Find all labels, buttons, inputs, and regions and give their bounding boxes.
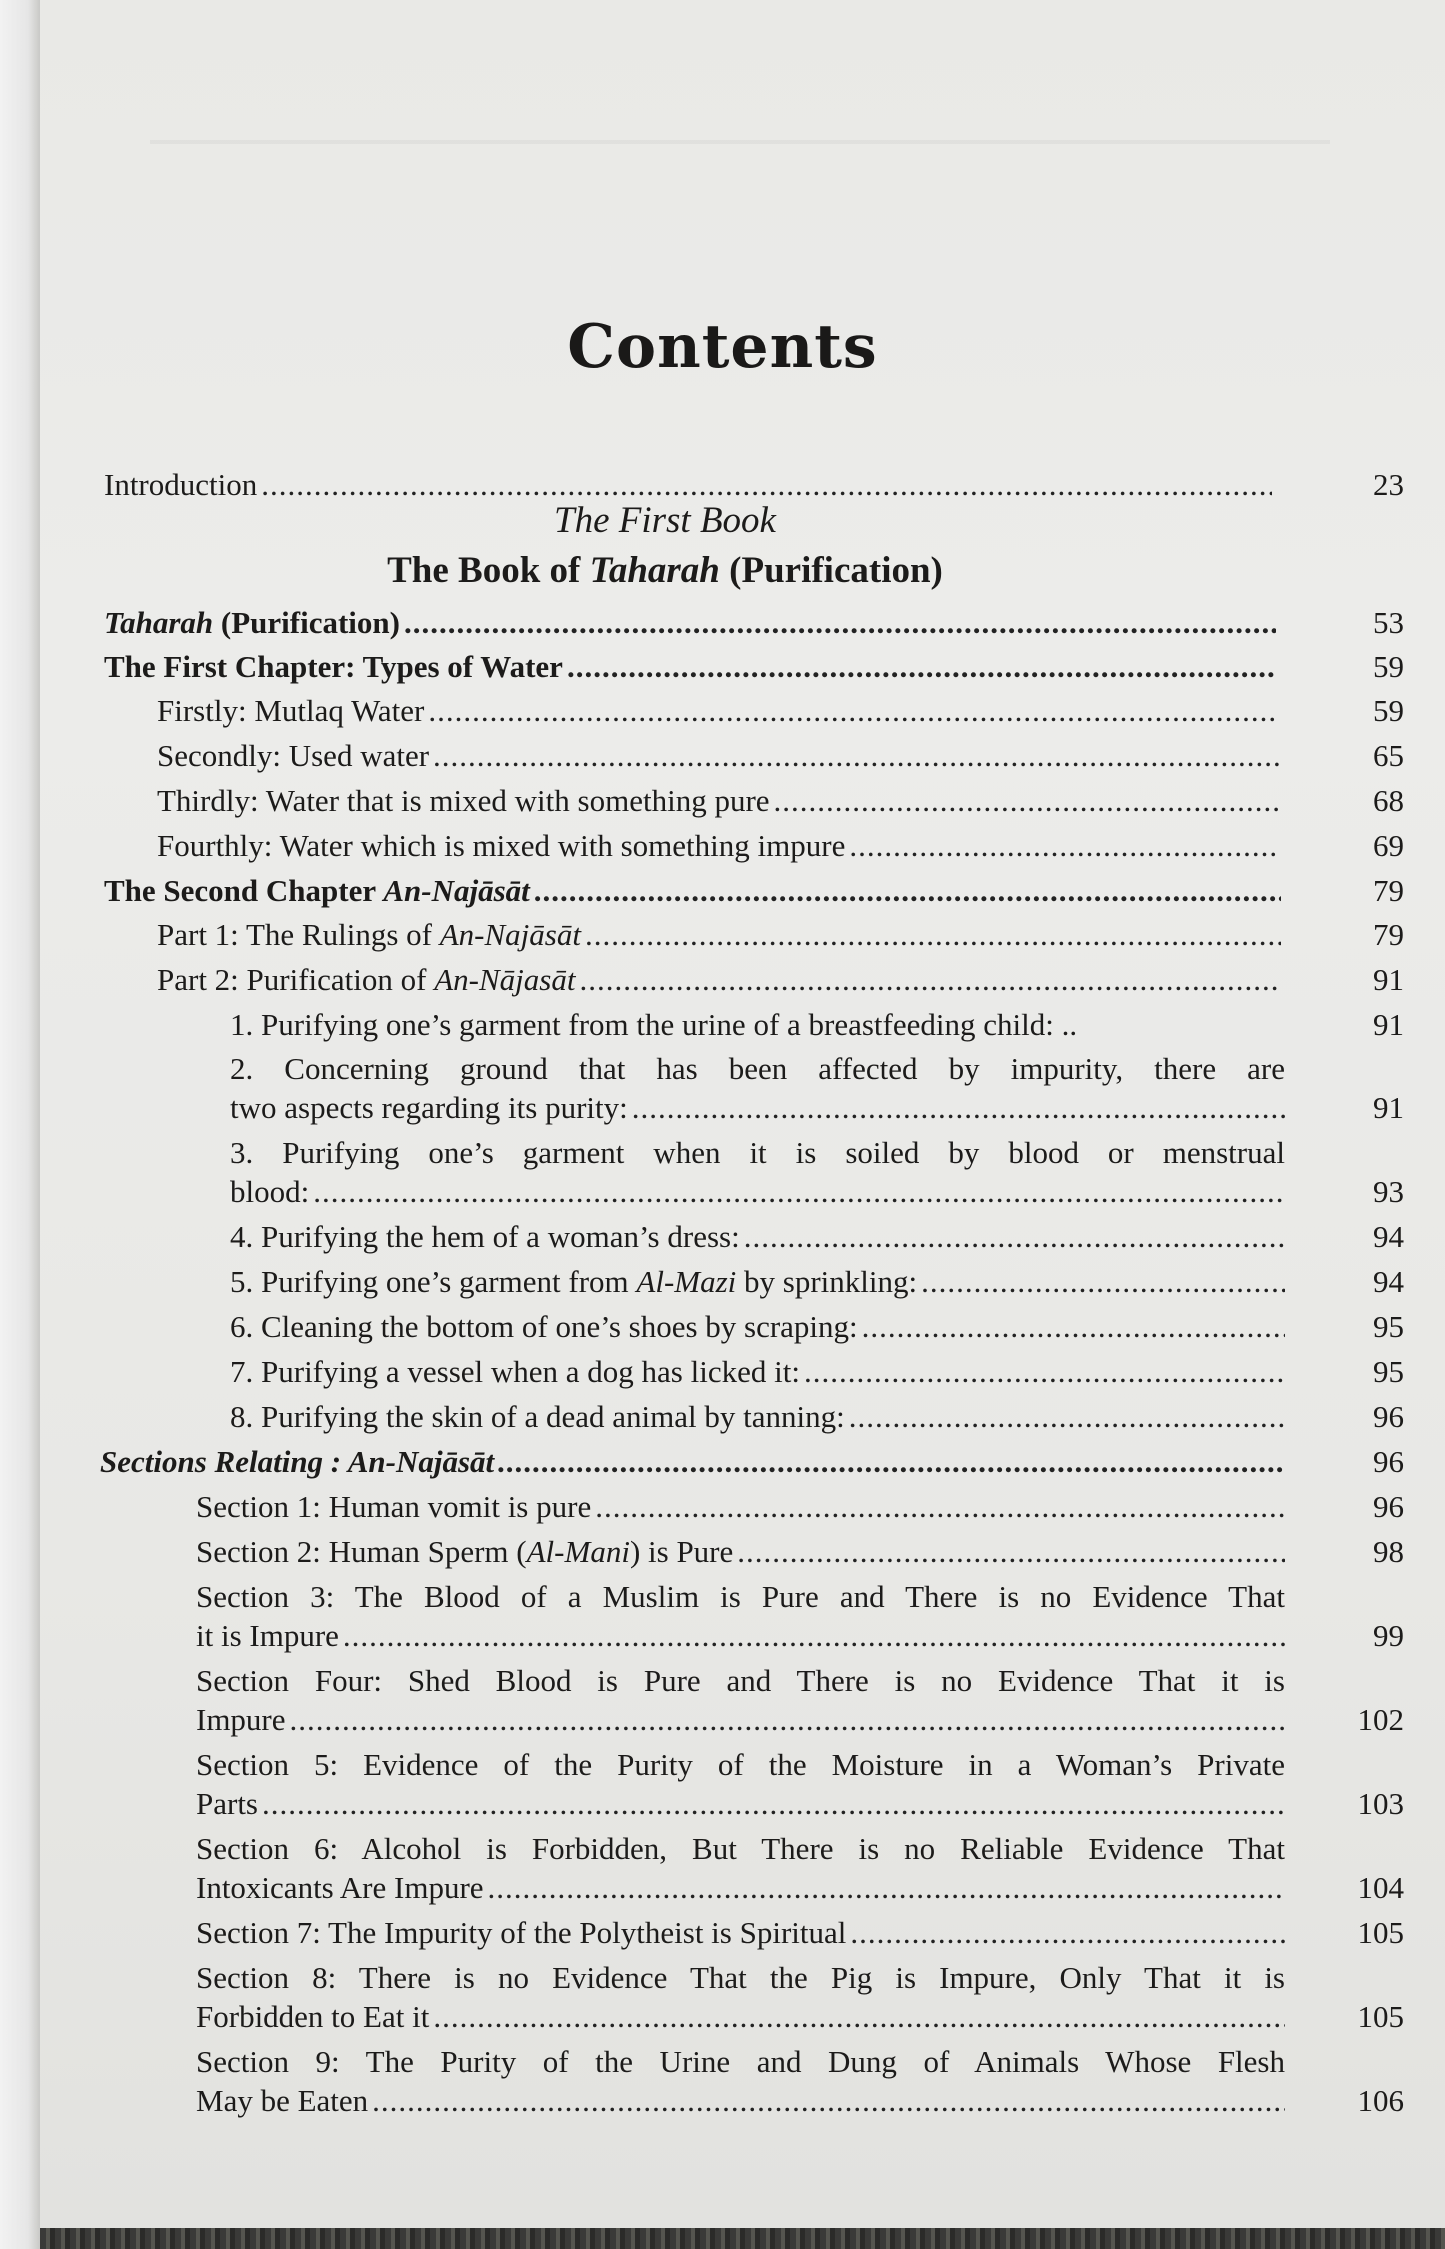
toc-page-number: 98 bbox=[1373, 1534, 1404, 1569]
toc-entry-label: Section 2: Human Sperm ( bbox=[196, 1534, 527, 1569]
toc-page-number: 102 bbox=[1357, 1702, 1404, 1737]
dot-leader bbox=[433, 736, 1279, 776]
dot-leader bbox=[262, 1784, 1285, 1824]
toc-page-number: 59 bbox=[1373, 693, 1404, 728]
dot-leader bbox=[343, 1616, 1285, 1656]
dot-leader bbox=[585, 915, 1281, 955]
toc-entry-label: two aspects regarding its purity: bbox=[230, 1090, 628, 1125]
toc-entry-line1: Section 6: Alcohol is Forbidden, But There is no Reliable Evidence That bbox=[196, 1831, 1285, 1866]
toc-entry-label: Fourthly: Water which is mixed with something impure bbox=[157, 828, 846, 863]
toc-entry-line1: 3. Purifying one’s garment when it is soiled by blood or menstrual bbox=[230, 1135, 1285, 1170]
toc-entry-line1: Section 8: There is no Evidence That the Pig is Impure, Only That it is bbox=[196, 1960, 1285, 1995]
toc-entry-label: Firstly: Mutlaq Water bbox=[157, 693, 425, 728]
dot-leader bbox=[849, 1397, 1285, 1437]
toc-page-number: 94 bbox=[1373, 1264, 1404, 1299]
toc-entry-line1: Section Four: Shed Blood is Pure and There is no Evidence That it is bbox=[196, 1663, 1285, 1698]
toc-page-number: 65 bbox=[1373, 738, 1404, 773]
toc-page-number: 96 bbox=[1373, 1399, 1404, 1434]
toc-entry-line1: Section 5: Evidence of the Purity of the Moisture in a Woman’s Private bbox=[196, 1747, 1285, 1782]
toc-page-number: 53 bbox=[1373, 605, 1404, 640]
dot-leader bbox=[744, 1217, 1285, 1257]
toc-page-number: 106 bbox=[1357, 2083, 1404, 2118]
dot-leader bbox=[313, 1172, 1285, 1212]
dot-leader bbox=[290, 1700, 1285, 1740]
toc-entry-label: Part 1: The Rulings of bbox=[157, 917, 440, 952]
toc-page-number: 23 bbox=[1373, 467, 1404, 502]
dot-leader bbox=[498, 1442, 1285, 1482]
toc-entry-label: Section 7: The Impurity of the Polytheist is Spiritual bbox=[196, 1915, 847, 1950]
toc-page-number: 94 bbox=[1373, 1219, 1404, 1254]
toc-entry-label-italic: An-Nājasāt bbox=[434, 962, 576, 997]
dot-leader bbox=[632, 1088, 1285, 1128]
toc-entry-label-italic: An-Najāsāt bbox=[439, 917, 581, 952]
toc-entry-line1: Section 9: The Purity of the Urine and Dung of Animals Whose Flesh bbox=[196, 2044, 1285, 2079]
toc-entry-label: Secondly: Used water bbox=[157, 738, 430, 773]
toc-entry-label: Sections Relating : An-Najāsāt bbox=[100, 1444, 495, 1479]
toc-entry-label: Section 1: Human vomit is pure bbox=[196, 1489, 592, 1524]
dot-leader bbox=[579, 960, 1281, 1000]
toc-page-number: 96 bbox=[1373, 1444, 1404, 1479]
toc-entry-label: Forbidden to Eat it bbox=[196, 1999, 430, 2034]
toc-page-number: 69 bbox=[1373, 828, 1404, 863]
toc-entry-label-italic: An-Najāsāt bbox=[383, 873, 530, 908]
toc-page-number: 59 bbox=[1373, 649, 1404, 684]
toc-entry-label: 8. Purifying the skin of a dead animal by tanning: bbox=[230, 1399, 845, 1434]
toc-entry-label: it is Impure bbox=[196, 1618, 339, 1653]
book-subheading-suffix: (Purification) bbox=[719, 550, 943, 591]
toc-page-number: 96 bbox=[1373, 1489, 1404, 1524]
toc-entry-label: 4. Purifying the hem of a woman’s dress: bbox=[230, 1219, 740, 1254]
toc-entry-label: 6. Cleaning the bottom of one’s shoes by scraping: bbox=[230, 1309, 858, 1344]
page-title: Contents bbox=[567, 312, 878, 382]
toc-page-number: 105 bbox=[1357, 1915, 1404, 1950]
dot-leader bbox=[850, 1913, 1285, 1953]
toc-page-number: 95 bbox=[1373, 1309, 1404, 1344]
toc-page-number: 99 bbox=[1373, 1618, 1404, 1653]
toc-entry-label-italic: Taharah bbox=[104, 605, 214, 640]
toc-entry-label: Parts bbox=[196, 1786, 258, 1821]
toc-entry-label: (Purification) bbox=[213, 605, 400, 640]
dot-leader bbox=[488, 1868, 1285, 1908]
show-through-ornament bbox=[150, 140, 1330, 144]
toc-entry-label: 7. Purifying a vessel when a dog has licked it: bbox=[230, 1354, 800, 1389]
dot-leader bbox=[804, 1352, 1285, 1392]
toc-entry-line1: 2. Concerning ground that has been affected by impurity, there are bbox=[230, 1051, 1285, 1086]
dot-leader bbox=[404, 603, 1276, 643]
dot-leader bbox=[921, 1262, 1285, 1302]
dot-leader bbox=[737, 1532, 1285, 1572]
book-heading: The First Book bbox=[554, 500, 776, 541]
dot-leader bbox=[261, 465, 1272, 505]
dot-leader bbox=[862, 1307, 1285, 1347]
dot-leader bbox=[534, 871, 1281, 911]
book-subheading-prefix: The Book of bbox=[387, 550, 590, 591]
toc-entry-label: The First Chapter: Types of Water bbox=[104, 649, 563, 684]
dot-leader bbox=[567, 647, 1276, 687]
toc-page-number: 91 bbox=[1373, 1090, 1404, 1125]
dot-leader bbox=[433, 1997, 1285, 2037]
toc-entry-line1: Section 3: The Blood of a Muslim is Pure and There is no Evidence That bbox=[196, 1579, 1285, 1614]
toc-page-number: 91 bbox=[1373, 1007, 1404, 1042]
toc-entry-label: The Second Chapter bbox=[104, 873, 384, 908]
toc-page-number: 79 bbox=[1373, 917, 1404, 952]
toc-page-number: 104 bbox=[1357, 1870, 1404, 1905]
toc-entry-label: May be Eaten bbox=[196, 2083, 369, 2118]
dot-leader bbox=[595, 1487, 1285, 1527]
toc-entry-label: 5. Purifying one’s garment from bbox=[230, 1264, 637, 1299]
toc-entry-label-italic: Al-Mani bbox=[526, 1534, 630, 1569]
book-subheading bbox=[0, 549, 1330, 593]
book-subheading-italic: Taharah bbox=[589, 550, 720, 591]
toc-entry-label-italic: Al-Mazi bbox=[636, 1264, 737, 1299]
dot-leader bbox=[849, 826, 1279, 866]
toc-page-number: 91 bbox=[1373, 962, 1404, 997]
toc-entry-label: Intoxicants Are Impure bbox=[196, 1870, 484, 1905]
toc-page-number: 79 bbox=[1373, 873, 1404, 908]
toc-page-number: 103 bbox=[1357, 1786, 1404, 1821]
dot-leader bbox=[428, 691, 1279, 731]
toc-page-number: 105 bbox=[1357, 1999, 1404, 2034]
toc-page-number: 93 bbox=[1373, 1174, 1404, 1209]
toc-entry-label: Part 2: Purification of bbox=[157, 962, 435, 997]
toc-entry-label: blood: bbox=[230, 1174, 310, 1209]
toc-page-number: 95 bbox=[1373, 1354, 1404, 1389]
dot-leader bbox=[372, 2081, 1285, 2121]
toc-entry-label-after: by sprinkling: bbox=[736, 1264, 918, 1299]
toc-entry-label: Thirdly: Water that is mixed with something pure bbox=[157, 783, 770, 818]
toc-page-number: 68 bbox=[1373, 783, 1404, 818]
dot-leader bbox=[774, 781, 1279, 821]
toc-entry-label: Introduction bbox=[104, 467, 258, 502]
toc-entry-label: Impure bbox=[196, 1702, 286, 1737]
page-bottom-edge bbox=[40, 2228, 1445, 2249]
toc-entry-label: 1. Purifying one’s garment from the urine of a breastfeeding child: .. bbox=[230, 1007, 1078, 1042]
toc-entry-label-after: ) is Pure bbox=[629, 1534, 734, 1569]
